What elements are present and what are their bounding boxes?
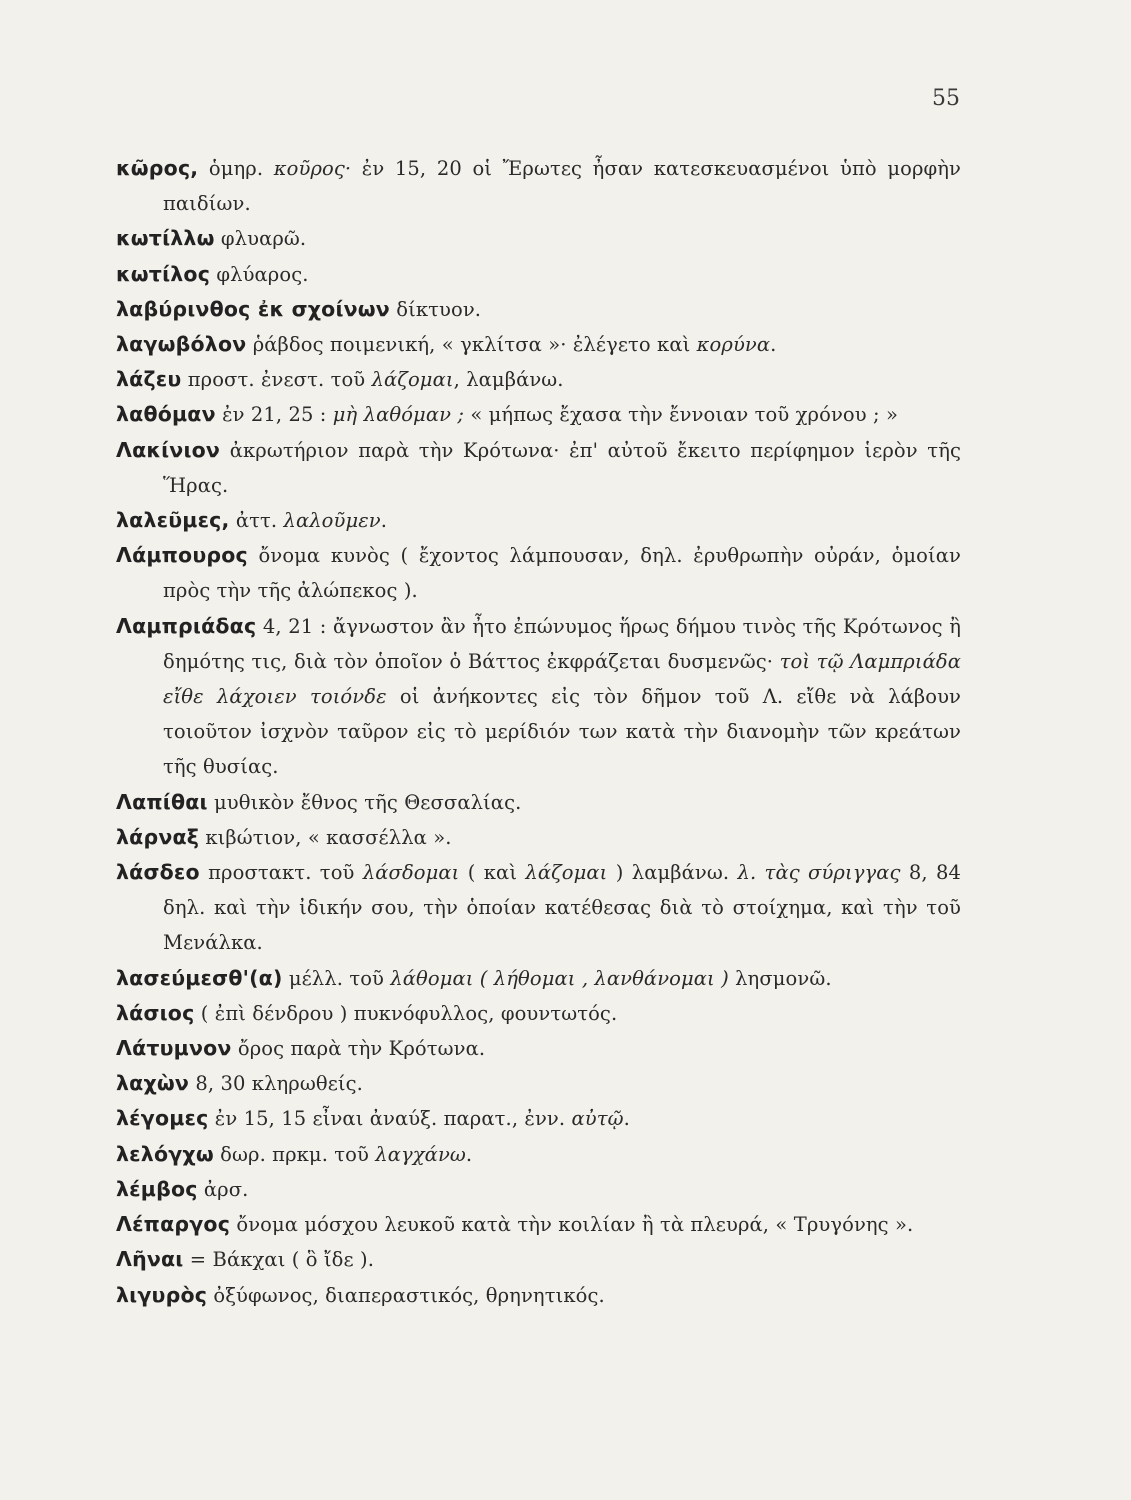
definition-text: ὄρος παρὰ τὴν Κρότωνα. [231,1037,486,1061]
definition-text: ἀρσ. [197,1177,249,1201]
headword: Λακίνιον [116,437,221,462]
headword: λάρναξ [116,824,200,849]
glossary-entry [116,257,961,292]
glossary-entry [116,996,961,1031]
headword: λάσδεο [116,860,200,885]
definition-text: δωρ. πρκμ. τοῦ [213,1142,376,1166]
definition-text: , λαμβάνω. [453,368,564,392]
definition-text: ) λαμβάνω. [607,861,738,885]
glossary-entry [116,961,961,996]
headword: λαλεῦμες, [116,508,230,533]
definition-text: . [623,1107,630,1131]
definition-text: ἀκρωτήριον παρὰ τὴν Κρότωνα· ἐπ' αὐτοῦ ἔκειτο περίφημον ἱερὸν τῆς Ἥρας. [163,438,961,497]
glossary-entry [116,609,961,785]
glossary-entry [116,362,961,397]
italic-term: λάζομαι [525,861,608,885]
headword: λιγυρὸς [116,1282,208,1307]
italic-term: κορύνα [696,333,771,357]
italic-term: λάζομαι [371,368,454,392]
definition-text: ἐν 15, 15 εἶναι ἀναύξ. παρατ., ἐνν. [208,1107,572,1131]
glossary-entry [116,855,961,961]
headword: λελόγχω [116,1141,214,1166]
glossary-entry [116,397,961,432]
definition-text: ( ἐπὶ δένδρου ) πυκνόφυλλος, φουντωτός. [194,1001,618,1025]
definition-text: . [380,509,388,533]
definition-text: ἐν 15, 20 οἱ Ἔρωτες ἦσαν κατεσκευασμένοι ὑπὸ μορφὴν παιδίων. [163,157,962,216]
definition-text: μέλλ. τοῦ [282,966,391,990]
page-number: 55 [932,86,960,111]
definition-text: ὄνομα κυνὸς ( ἔχοντος λάμπουσαν, δηλ. ἐρυθρωπὴν οὐράν, ὁμοίαν πρὸς τὴν τῆς ἀλώπεκος ). [163,544,961,603]
definition-text: . [465,1142,473,1166]
headword: λάσιος [116,1000,195,1025]
italic-term: τοὶ τῷ Λαμπριάδα εἴθε λάχοιεν τοιόνδε [163,649,961,709]
italic-term: λαλοῦμεν [283,509,381,533]
definition-text: μυθικὸν ἔθνος τῆς Θεσσαλίας. [207,790,522,814]
headword: Λαμπριάδας [116,613,257,638]
glossary-entry [116,820,961,855]
definition-text: δίκτυον. [389,297,482,321]
glossary-entry [116,1066,961,1101]
headword: Λαπίθαι [116,789,208,814]
glossary-entry [116,292,961,327]
italic-term: μὴ λαθόμαν ; [332,403,465,427]
headword: λέμβος [116,1176,198,1201]
definition-text: ( καὶ [459,861,526,885]
glossary-entry [116,1031,961,1066]
definition-text: φλύαρος. [210,262,309,286]
glossary-entry [116,151,961,221]
definition-text: προστ. ἐνεστ. τοῦ [181,368,372,392]
headword: λέγομες [116,1106,209,1131]
glossary-entry [116,1207,961,1242]
glossary-entry [116,327,961,362]
glossary-entry [116,503,961,538]
italic-term: κοῦρος· [273,157,352,180]
definition-text: κιβώτιον, « κασσέλλα ». [199,825,452,849]
glossary-entry [116,1278,961,1313]
definition-text: φλυαρῶ. [214,227,307,251]
glossary-entry [116,1137,961,1172]
headword: Λῆναι [116,1247,184,1272]
headword: λαχὼν [116,1071,190,1096]
definition-text: ἐν 21, 25 : [215,403,333,427]
italic-term: λάσδομαι [362,861,460,885]
definition-text: προστακτ. τοῦ [199,861,363,885]
definition-text: ἀττ. [229,509,284,533]
glossary-entry [116,1242,961,1277]
headword: κῶρος, [116,156,199,180]
headword: Λάτυμνον [116,1036,232,1061]
italic-term: λ. τὰς σύριγγας [737,861,901,885]
headword: λασεύμεσθ'(α) [116,965,283,990]
definition-text: . [770,333,777,357]
definition-text: ῥάβδος ποιμενική, « γκλίτσα »· ἐλέγετο καὶ [246,333,697,357]
definition-text: « μήπως ἔχασα τὴν ἔννοιαν τοῦ χρόνου ; » [464,403,899,427]
glossary-entry [116,1101,961,1136]
glossary-entry [116,221,961,256]
definition-text: ὄνομα μόσχου λευκοῦ κατὰ τὴν κοιλίαν ἢ τὰ πλευρά, « Τρυγόνης ». [230,1213,914,1237]
headword: Λάμπουρος [116,543,248,568]
definition-text: ὁμηρ. [198,157,274,180]
definition-text: οἱ ἀνήκοντες εἰς τὸν δῆμον τοῦ Λ. εἴθε νὰ λάβουν τοιοῦτον ἰσχνὸν ταῦρον εἰς τὸ μερίδιόν των κατὰ τὴν διανομὴν τῶν κρεάτων τῆς θυσίας. [163,685,961,779]
italic-term: αὐτῷ [571,1107,624,1131]
headword: κωτίλλω [116,226,215,251]
headword: λαγωβόλον [116,332,247,357]
definition-text: 8, 84 δηλ. καὶ τὴν ἰδικήν σου, τὴν ὁποίαν κατέθεσας διὰ τὸ στοίχημα, καὶ τὴν τοῦ Μενάλκα. [163,861,961,955]
headword: κωτίλος [116,261,211,286]
headword: Λέπαργος [116,1212,231,1237]
headword: λαθόμαν [116,402,216,427]
glossary-entries [116,151,961,1313]
definition-text: λησμονῶ. [728,966,832,990]
definition-text: = Βάκχαι ( ὃ ἴδε ). [183,1248,374,1272]
italic-term: λαγχάνω [375,1142,466,1166]
definition-text: 8, 30 κληρωθείς. [189,1072,363,1096]
definition-text: ὀξύφωνος, διαπεραστικός, θρηνητικός. [207,1283,605,1307]
glossary-entry [116,785,961,820]
glossary-entry [116,433,961,503]
glossary-entry [116,538,961,608]
headword: λάζευ [116,367,182,392]
headword: λαβύρινθος ἐκ σχοίνων [116,296,390,321]
definition-text: 4, 21 : ἄγνωστον ἂν ἦτο ἐπώνυμος ἥρως δήμου τινὸς τῆς Κρότωνος ἢ δημότης τις, διὰ τὸν ὁποῖον ὁ Βάττος ἐκφράζεται δυσμενῶς· [163,614,961,673]
glossary-entry [116,1172,961,1207]
italic-term: λάθομαι ( λήθομαι , λανθάνομαι ) [390,966,729,990]
